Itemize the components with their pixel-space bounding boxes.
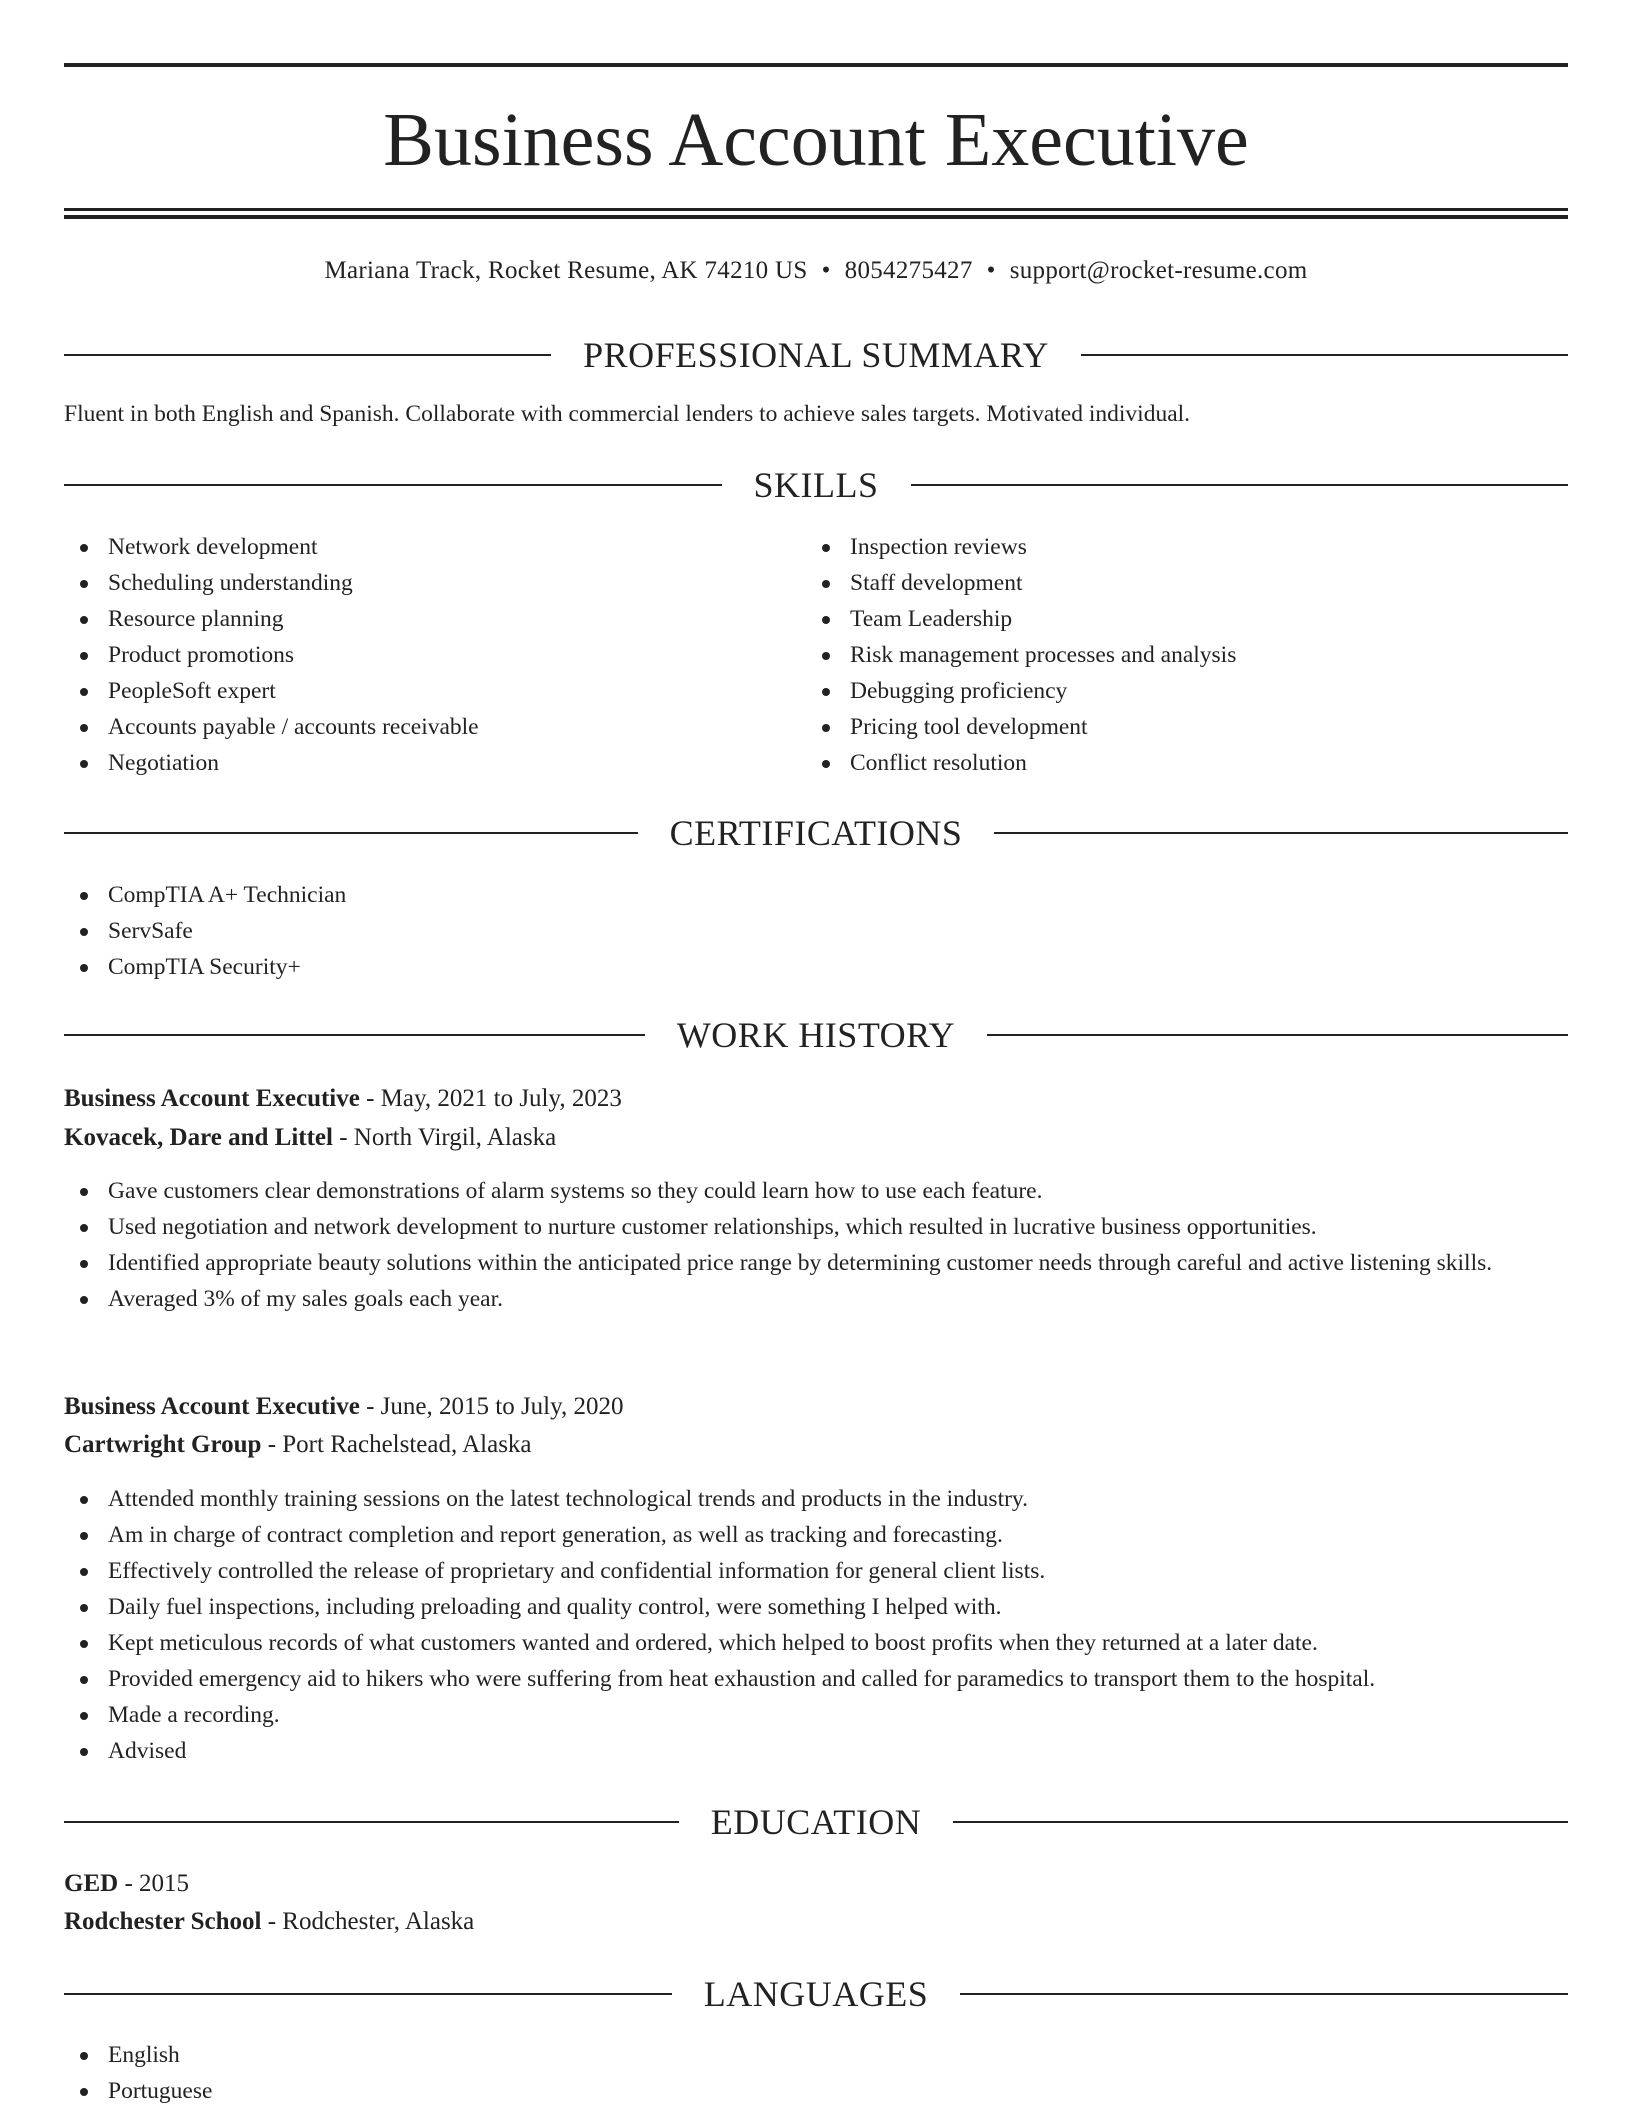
skill-item: Network development — [64, 529, 804, 565]
section-title: EDUCATION — [710, 1802, 922, 1842]
job-company: Cartwright Group — [64, 1431, 262, 1458]
contact-separator: • — [986, 257, 996, 284]
skill-item: Resource planning — [64, 601, 804, 637]
job-company-line — [64, 1120, 1568, 1156]
job-title-line — [64, 1389, 1568, 1425]
divider-line — [994, 832, 1568, 834]
skills-list-left — [64, 529, 804, 781]
divider-line — [953, 1821, 1568, 1823]
job-title-line — [64, 1081, 1568, 1117]
resume-title: Business Account Executive — [383, 98, 1249, 182]
job-duty-item: Used negotiation and network development to nurture customer relationships, which resulted in lucrative business opportunities. — [64, 1209, 1568, 1245]
skill-item: Team Leadership — [806, 601, 1566, 637]
section-heading-languages — [64, 1971, 1568, 2017]
section-title: SKILLS — [753, 465, 879, 505]
contact-phone: 8054275427 — [844, 257, 973, 284]
job-company-line — [64, 1427, 1568, 1463]
job-duty-item: Provided emergency aid to hikers who were suffering from heat exhaustion and called for paramedics to transport them to the hospital. — [64, 1661, 1568, 1697]
certifications-list — [64, 877, 1568, 985]
top-rule — [64, 63, 1568, 67]
section-title: LANGUAGES — [703, 1974, 929, 2014]
language-item: English — [64, 2037, 1568, 2073]
job-duty-item: Kept meticulous records of what customers wanted and ordered, which helped to boost profits when they returned at a later date. — [64, 1625, 1568, 1661]
skill-item: Conflict resolution — [806, 745, 1566, 781]
skill-item: Scheduling understanding — [64, 565, 804, 601]
section-heading-work-history — [64, 1012, 1568, 1058]
job-location: - Port Rachelstead, Alaska — [267, 1431, 532, 1458]
section-heading-certifications — [64, 810, 1568, 856]
job-duty-item: Effectively controlled the release of proprietary and confidential information for general client lists. — [64, 1553, 1568, 1589]
divider-line — [64, 484, 722, 486]
education-year: - 2015 — [124, 1870, 190, 1897]
section-heading-education — [64, 1799, 1568, 1845]
contact-line — [64, 254, 1568, 288]
certification-item: ServSafe — [64, 913, 1568, 949]
job-duty-item: Made a recording. — [64, 1697, 1568, 1733]
section-title: WORK HISTORY — [676, 1015, 956, 1055]
divider-line — [960, 1993, 1568, 1995]
job-title: Business Account Executive — [64, 1085, 360, 1112]
skill-item: Debugging proficiency — [806, 673, 1566, 709]
certification-item: CompTIA A+ Technician — [64, 877, 1568, 913]
divider-line — [64, 1993, 672, 1995]
job-duty-item: Am in charge of contract completion and report generation, as well as tracking and forecasting. — [64, 1517, 1568, 1553]
job-duty-item: Attended monthly training sessions on the latest technological trends and products in the industry. — [64, 1481, 1568, 1517]
skill-item: Staff development — [806, 565, 1566, 601]
job-title: Business Account Executive — [64, 1393, 360, 1420]
skill-item: PeopleSoft expert — [64, 673, 804, 709]
skill-item: Product promotions — [64, 637, 804, 673]
title-double-rule — [64, 208, 1568, 219]
summary-text: Fluent in both English and Spanish. Collaborate with commercial lenders to achieve sales targets. Motivated individual. — [64, 401, 1191, 427]
divider-line — [64, 832, 638, 834]
divider-line — [911, 484, 1569, 486]
divider-line — [987, 1034, 1568, 1036]
job-duty-item: Daily fuel inspections, including preloading and quality control, were something I helped with. — [64, 1589, 1568, 1625]
skill-item: Accounts payable / accounts receivable — [64, 709, 804, 745]
education-school-line — [64, 1904, 1568, 1940]
divider-line — [64, 354, 551, 356]
education-school: Rodchester School — [64, 1908, 262, 1935]
education-degree: GED — [64, 1870, 119, 1897]
contact-address: Mariana Track, Rocket Resume, AK 74210 US — [324, 257, 808, 284]
divider-line — [64, 1034, 645, 1036]
divider-line — [1081, 354, 1568, 356]
language-item: Portuguese — [64, 2073, 1568, 2109]
job-dates: - May, 2021 to July, 2023 — [366, 1085, 622, 1112]
job-duty-item: Averaged 3% of my sales goals each year. — [64, 1281, 1568, 1317]
contact-separator: • — [821, 257, 831, 284]
job-duty-item: Gave customers clear demonstrations of alarm systems so they could learn how to use each feature. — [64, 1173, 1568, 1209]
section-title: CERTIFICATIONS — [669, 813, 963, 853]
education-location: - Rodchester, Alaska — [267, 1908, 475, 1935]
job-duties-list — [64, 1481, 1568, 1769]
skill-item: Risk management processes and analysis — [806, 637, 1566, 673]
skill-item: Inspection reviews — [806, 529, 1566, 565]
education-degree-line — [64, 1866, 1568, 1902]
section-heading-summary — [64, 332, 1568, 378]
skills-list-right — [806, 529, 1566, 781]
skill-item: Pricing tool development — [806, 709, 1566, 745]
job-company: Kovacek, Dare and Littel — [64, 1124, 333, 1151]
languages-list — [64, 2037, 1568, 2109]
section-title: PROFESSIONAL SUMMARY — [583, 335, 1049, 375]
contact-email: support@rocket-resume.com — [1009, 257, 1308, 284]
job-dates: - June, 2015 to July, 2020 — [366, 1393, 624, 1420]
section-heading-skills — [64, 462, 1568, 508]
job-duty-item: Advised — [64, 1733, 1568, 1769]
divider-line — [64, 1821, 679, 1823]
job-duty-item: Identified appropriate beauty solutions within the anticipated price range by determining customer needs through careful and active listening skills. — [64, 1245, 1568, 1281]
certification-item: CompTIA Security+ — [64, 949, 1568, 985]
skill-item: Negotiation — [64, 745, 804, 781]
job-duties-list — [64, 1173, 1568, 1317]
job-location: - North Virgil, Alaska — [339, 1124, 557, 1151]
